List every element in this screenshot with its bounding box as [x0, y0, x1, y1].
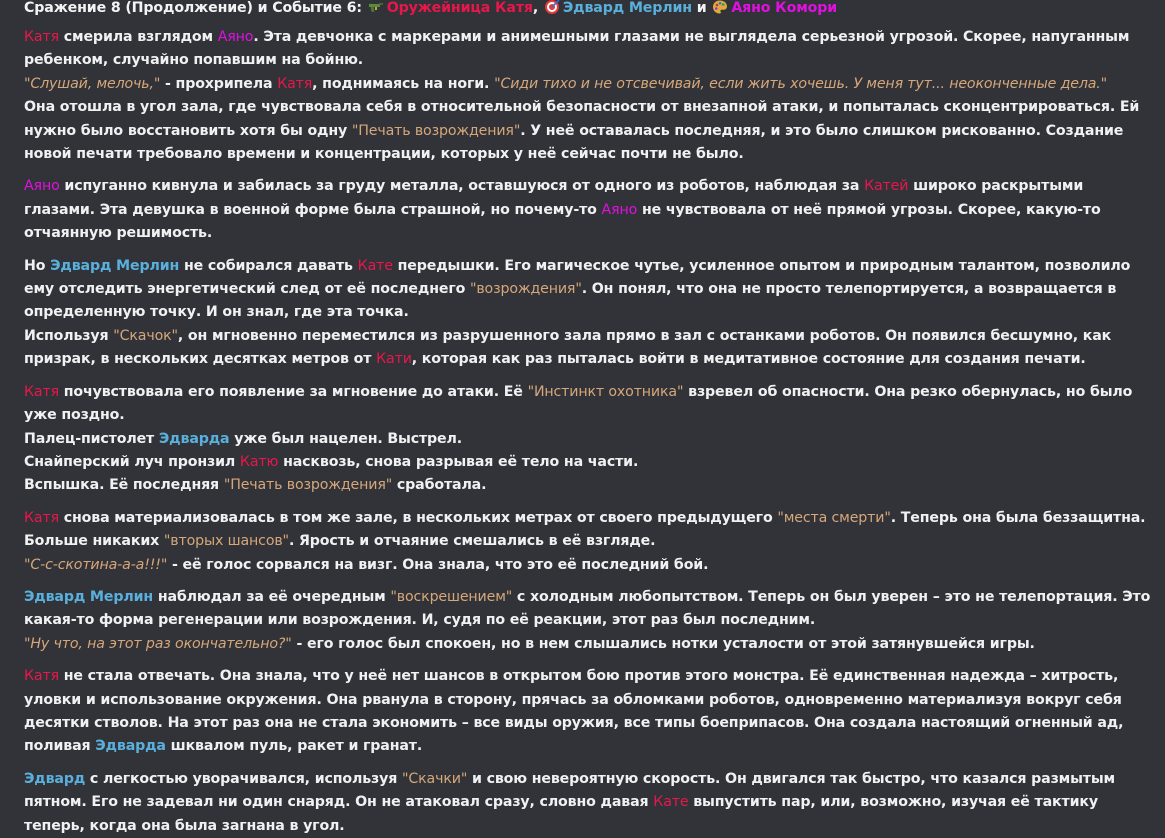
- text-run: - её голос сорвался на визг. Она знала, что это её последний бой.: [167, 556, 709, 573]
- text-run: уже был нацелен. Выстрел.: [229, 430, 463, 447]
- text-run: не собирался давать: [179, 257, 358, 274]
- text-run: , поднимаясь на ноги.: [312, 75, 495, 92]
- paragraph-line: [24, 768, 1151, 838]
- text-run: почувствовала его появление за мгновение до атаки. Её: [58, 383, 528, 400]
- text-run: Палец-пистолет: [24, 430, 159, 447]
- paragraph-line: [24, 381, 1151, 428]
- ability-term: "возрождения": [469, 281, 582, 298]
- text-run: не стала отвечать. Она знала, что у неё нет шансов в открытом бою против этого монстра. Её единственная надежда – хитрость, уловки и использование окружения. Она рванула в сторону, прячась за обломками роботов, одновременно материализуя вокруг себя десятки стволов. На этот раз она не стала экономить – все виды оружия, все типы боеприпасов. Она создала настоящий огненный ад, поливая: [24, 668, 1124, 755]
- paragraph: [24, 507, 1151, 577]
- text-run: , он мгновенно переместился из разрушенного зала прямо в зал с останками роботов. Он появился бесшумно, как призрак, в нескольких десятках метров от: [24, 327, 1112, 368]
- edward-name: Эдварда: [158, 430, 230, 447]
- paragraph-line: [24, 633, 1151, 656]
- text-run: испуганно кивнула и забилась за груду металла, оставшуюся от одного из роботов, наблюдая за: [59, 178, 865, 195]
- ability-term: "Печать возрождения": [223, 477, 393, 494]
- text-run: и свою невероятную скорость. Он двигался так быстро, что казался размытым пятном. Его не задевал ни один снаряд. Он не атаковал сразу, словно давая: [24, 770, 1116, 811]
- palette-icon: [712, 0, 728, 15]
- text-run: . Эта девчонка с маркерами и анимешными глазами не выглядела серьезной угрозой. Скорее, напуганным ребенком, случайно попавшим на бойню.: [24, 29, 1130, 69]
- text-run: снова материализовалась в том же зале, в нескольких метрах от своего предыдущего: [58, 509, 778, 526]
- text-run: сработала.: [392, 477, 487, 494]
- katya-name: Катей: [864, 178, 909, 195]
- katya-name: Катя: [24, 29, 59, 45]
- text-run: взревел об опасности. Она резко обернулась, но было уже поздно.: [24, 383, 1133, 424]
- paragraph: [24, 586, 1151, 656]
- text-run: . Ярость и отчаяние смешались в её взгляде.: [288, 533, 656, 550]
- title-prefix: Сражение 8 (Продолжение) и Событие 6:: [24, 0, 362, 16]
- paragraph-line: [24, 554, 1151, 577]
- text-run: Но: [24, 257, 51, 274]
- text-run: с холодным любопытством. Теперь он был уверен – это не телепортация. Это какая-то форма регенерации или возрождения. И, судя по её реакции, этот раз был последним.: [24, 588, 1151, 629]
- paragraph-line: [24, 665, 1151, 759]
- text-run: смерила взглядом: [58, 29, 218, 45]
- title-katya: Оружейница Катя: [386, 0, 533, 16]
- quoted-speech: "С-с-скотина-а-а!!!": [24, 556, 168, 573]
- edward-name: Эдварда: [95, 738, 166, 755]
- paragraph-line: [24, 507, 1151, 554]
- paragraph: [24, 255, 1151, 372]
- ability-term: "Печать возрождения": [351, 122, 521, 139]
- katya-name: Кате: [653, 794, 689, 811]
- paragraph: [24, 381, 1151, 498]
- quoted-speech: "Ну что, на этот раз окончательно?": [24, 635, 292, 652]
- text-run: Вспышка. Её последняя: [24, 477, 224, 494]
- paragraph-line: [24, 451, 1151, 474]
- quoted-speech: "Сиди тихо и не отсвечивай, если жить хочешь. У меня тут... неоконченные дела.": [494, 75, 1108, 92]
- katya-name: Катю: [239, 453, 279, 470]
- edward-name: Эдвард: [24, 770, 86, 787]
- paragraph-line: [24, 73, 1151, 96]
- ability-term: "вторых шансов": [163, 533, 289, 550]
- text-run: Используя: [24, 327, 114, 344]
- paragraph: [24, 26, 1151, 166]
- ayano-name: Аяно: [601, 201, 638, 218]
- title-edward: Эдвард Мерлин: [562, 0, 692, 16]
- paragraph: [24, 665, 1151, 759]
- text-run: . Теперь она была беззащитна. Больше никаких: [24, 509, 1146, 550]
- paragraph: [24, 175, 1151, 245]
- ayano-name: Аяно: [217, 29, 254, 45]
- text-run: - его голос был спокоен, но в нем слышались нотки усталости от этой затянувшейся игры.: [291, 635, 1035, 652]
- ability-term: "воскрешением": [390, 588, 513, 605]
- text-run: . Он понял, что она не просто телепортируется, а возвращается в определенную точку. И он знал, где эта точка.: [24, 281, 1117, 321]
- ability-term: "Инстинкт охотника": [527, 383, 684, 400]
- text-run: Снайперский луч пронзил: [24, 453, 240, 470]
- text-run: наблюдал за её очередным: [153, 588, 391, 605]
- text-run: Она отошла в угол зала, где чувствовала себя в относительной безопасности от внезапной атаки, и попыталась сконцентрироваться. Ей нужно было восстановить хотя бы одну: [24, 99, 1140, 139]
- paragraph-line: [24, 325, 1151, 372]
- gun-icon: [368, 0, 384, 15]
- katya-name: Катя: [277, 75, 313, 92]
- paragraph: [24, 768, 1151, 838]
- katya-name: Кати: [376, 351, 412, 368]
- text-run: с легкостью уворачивался, используя: [85, 770, 402, 787]
- paragraph-line: [24, 255, 1151, 325]
- quoted-speech: "Слушай, мелочь,": [24, 75, 161, 92]
- paragraph-line: [24, 96, 1151, 166]
- text-run: , которая как раз пыталась войти в медитативное состояние для создания печати.: [411, 351, 1086, 368]
- ability-term: "Скачки": [402, 770, 468, 787]
- edward-name: Эдвард Мерлин: [50, 257, 180, 274]
- ability-term: "места смерти": [777, 509, 891, 526]
- text-run: насквозь, снова разрывая её тело на части.: [278, 453, 639, 470]
- ayano-name: Аяно: [24, 178, 60, 195]
- text-run: . У неё оставалась последняя, и это было слишком рискованно. Создание новой печати требовало времени и концентрации, которых у неё сейчас почти не было.: [24, 122, 1124, 163]
- katya-name: Катя: [24, 509, 59, 526]
- text-run: не чувствовала от неё прямой угрозы. Скорее, какую-то отчаянную решимость.: [24, 201, 1101, 242]
- text-run: выпустить пар, или, возможно, изучая её тактику теперь, когда она была загнана в угол.: [24, 794, 1098, 834]
- paragraph-line: [24, 586, 1151, 633]
- text-run: - прохрипела: [160, 75, 278, 92]
- title-and: и: [696, 0, 707, 16]
- story-paragraphs: [24, 26, 1151, 838]
- paragraph-line: [24, 26, 1151, 73]
- ability-term: "Скачок": [113, 327, 178, 344]
- katya-name: Кате: [357, 257, 393, 274]
- paragraph-line: [24, 474, 1151, 497]
- katya-name: Катя: [24, 383, 59, 400]
- text-run: шквалом пуль, ракет и гранат.: [165, 738, 423, 755]
- text-run: широко раскрытыми глазами. Эта девушка в военной форме была страшной, но почему-то: [24, 178, 1084, 218]
- target-icon: [544, 0, 560, 15]
- edward-name: Эдвард Мерлин: [24, 588, 154, 605]
- katya-name: Катя: [24, 668, 59, 685]
- title-ayano: Аяно Комори: [731, 0, 838, 16]
- paragraph-line: [24, 428, 1151, 451]
- message-title: Сражение 8 (Продолжение) и Событие 6: Оружейница Катя, Эдвард Мерлин и Аяно Комори: [24, 0, 838, 16]
- text-run: передышки. Его магическое чутье, усиленное опытом и природным талантом, позволило ему отследить энергетический след от её последнего: [24, 257, 1131, 298]
- paragraph-line: [24, 175, 1151, 245]
